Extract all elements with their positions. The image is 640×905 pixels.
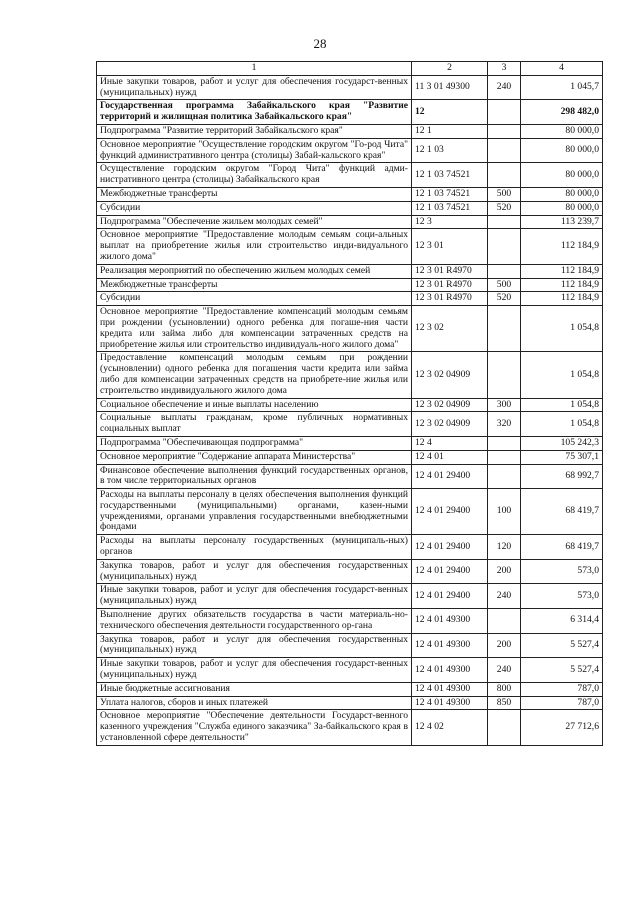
row-amount: 573,0 [521, 584, 603, 609]
row-expense-type [488, 215, 521, 229]
row-code: 12 3 01 R4970 [412, 264, 488, 278]
row-expense-type: 240 [488, 584, 521, 609]
header-col-1: 1 [97, 62, 412, 76]
row-expense-type [488, 464, 521, 489]
row-code: 12 4 01 29400 [412, 464, 488, 489]
table-row [97, 682, 603, 696]
row-amount: 6 314,4 [521, 609, 603, 634]
table-row [97, 450, 603, 464]
row-expense-type [488, 163, 521, 188]
table-row [97, 710, 603, 745]
row-amount: 1 054,8 [521, 398, 603, 412]
row-name: Расходы на выплаты персоналу в целях обеспечения выполнения функций государственными (муниципальными) органами, казен-ными учреждениями, органами управления государственными внебюджетными фондами [97, 489, 412, 535]
row-expense-type: 240 [488, 75, 521, 100]
row-code: 12 3 02 04909 [412, 412, 488, 437]
table-row [97, 535, 603, 560]
row-amount: 112 184,9 [521, 292, 603, 306]
row-expense-type: 800 [488, 682, 521, 696]
row-amount: 1 054,8 [521, 352, 603, 398]
row-code: 12 4 01 49300 [412, 658, 488, 683]
row-code: 12 4 01 29400 [412, 535, 488, 560]
row-expense-type: 120 [488, 535, 521, 560]
row-expense-type [488, 710, 521, 745]
row-expense-type [488, 450, 521, 464]
table-row [97, 464, 603, 489]
table-row [97, 398, 603, 412]
row-code: 12 1 03 [412, 138, 488, 163]
row-name: Государственная программа Забайкальского края "Развитие территорий и жилищная политика Забайкальского края" [97, 100, 412, 125]
table-row [97, 658, 603, 683]
row-expense-type [488, 124, 521, 138]
row-code: 12 4 01 49300 [412, 609, 488, 634]
row-amount: 112 184,9 [521, 278, 603, 292]
table-row [97, 584, 603, 609]
row-expense-type [488, 138, 521, 163]
table-row [97, 138, 603, 163]
header-row [97, 62, 603, 76]
table-row [97, 412, 603, 437]
row-expense-type: 850 [488, 696, 521, 710]
row-name: Подпрограмма "Обеспечивающая подпрограмма" [97, 436, 412, 450]
row-amount: 27 712,6 [521, 710, 603, 745]
row-name: Предоставление компенсаций молодым семьям при рождении (усыновлении) одного ребенка для погашения части кредита или займа либо для компенсации затраченных средств на приобрете-ние жилья или строительство индивидуального жилого дома [97, 352, 412, 398]
row-amount: 80 000,0 [521, 138, 603, 163]
row-expense-type: 200 [488, 633, 521, 658]
row-amount: 5 527,4 [521, 658, 603, 683]
row-amount: 113 239,7 [521, 215, 603, 229]
row-name: Осуществление городским округом "Город Чита" функций адми-нистративного центра (столицы) Забайкальского края [97, 163, 412, 188]
row-amount: 5 527,4 [521, 633, 603, 658]
row-code: 12 1 [412, 124, 488, 138]
row-expense-type: 520 [488, 292, 521, 306]
header-col-4: 4 [521, 62, 603, 76]
row-code: 12 3 [412, 215, 488, 229]
row-amount: 80 000,0 [521, 187, 603, 201]
row-expense-type [488, 229, 521, 264]
row-expense-type [488, 352, 521, 398]
row-amount: 80 000,0 [521, 201, 603, 215]
row-name: Основное мероприятие "Содержание аппарата Министерства" [97, 450, 412, 464]
row-expense-type: 500 [488, 187, 521, 201]
table-row [97, 229, 603, 264]
row-expense-type: 520 [488, 201, 521, 215]
row-name: Социальные выплаты гражданам, кроме публичных нормативных социальных выплат [97, 412, 412, 437]
row-amount: 298 482,0 [521, 100, 603, 125]
page-number: 28 [313, 36, 327, 51]
table-row [97, 187, 603, 201]
row-expense-type [488, 100, 521, 125]
row-amount: 80 000,0 [521, 163, 603, 188]
row-code: 12 3 01 R4970 [412, 278, 488, 292]
row-name: Закупка товаров, работ и услуг для обеспечения государственных (муниципальных) нужд [97, 559, 412, 584]
row-expense-type: 300 [488, 398, 521, 412]
row-name: Иные закупки товаров, работ и услуг для обеспечения государст-венных (муниципальных) нужд [97, 658, 412, 683]
row-name: Основное мероприятие "Обеспечение деятельности Государст-венного казенного учреждения "Служба единого заказчика" За-байкальского края в установленной сфере деятельности" [97, 710, 412, 745]
row-name: Реализация мероприятий по обеспечению жильем молодых семей [97, 264, 412, 278]
row-code: 11 3 01 49300 [412, 75, 488, 100]
row-expense-type [488, 264, 521, 278]
row-expense-type: 320 [488, 412, 521, 437]
row-name: Выполнение других обязательств государства в части материаль-но-технического обеспечения деятельности государственного ор-гана [97, 609, 412, 634]
row-code: 12 4 01 [412, 450, 488, 464]
row-expense-type: 500 [488, 278, 521, 292]
table-body [97, 75, 603, 745]
table-row [97, 201, 603, 215]
row-name: Закупка товаров, работ и услуг для обеспечения государственных (муниципальных) нужд [97, 633, 412, 658]
table-row [97, 489, 603, 535]
row-expense-type [488, 609, 521, 634]
row-code: 12 4 01 29400 [412, 489, 488, 535]
table-row [97, 215, 603, 229]
row-name: Подпрограмма "Обеспечение жильем молодых семей" [97, 215, 412, 229]
row-amount: 112 184,9 [521, 229, 603, 264]
row-amount: 1 054,8 [521, 306, 603, 352]
row-code: 12 3 02 04909 [412, 352, 488, 398]
table-row [97, 306, 603, 352]
table-row [97, 436, 603, 450]
table-row [97, 633, 603, 658]
row-name: Основное мероприятие "Предоставление молодым семьям соци-альных выплат на приобретение жилья или строительство инди-видуального жилого дома" [97, 229, 412, 264]
table-row [97, 163, 603, 188]
row-code: 12 4 02 [412, 710, 488, 745]
row-expense-type [488, 436, 521, 450]
row-amount: 112 184,9 [521, 264, 603, 278]
row-amount: 573,0 [521, 559, 603, 584]
row-name: Межбюджетные трансферты [97, 278, 412, 292]
row-code: 12 3 02 [412, 306, 488, 352]
table-row [97, 264, 603, 278]
row-name: Уплата налогов, сборов и иных платежей [97, 696, 412, 710]
row-expense-type: 240 [488, 658, 521, 683]
row-amount: 80 000,0 [521, 124, 603, 138]
row-name: Подпрограмма "Развитие территорий Забайкальского края" [97, 124, 412, 138]
table-row [97, 609, 603, 634]
row-code: 12 4 01 49300 [412, 633, 488, 658]
row-code: 12 3 01 R4970 [412, 292, 488, 306]
row-expense-type: 200 [488, 559, 521, 584]
row-amount: 1 045,7 [521, 75, 603, 100]
row-amount: 105 242,3 [521, 436, 603, 450]
row-code: 12 1 03 74521 [412, 187, 488, 201]
row-name: Основное мероприятие "Осуществление городским округом "Го-род Чита" функций административного центра (столицы) Забай-кальского края" [97, 138, 412, 163]
row-name: Расходы на выплаты персоналу государственных (муниципаль-ных) органов [97, 535, 412, 560]
row-code: 12 3 01 [412, 229, 488, 264]
row-amount: 787,0 [521, 696, 603, 710]
row-code: 12 4 01 29400 [412, 584, 488, 609]
table-row [97, 75, 603, 100]
row-code: 12 3 02 04909 [412, 398, 488, 412]
row-code: 12 1 03 74521 [412, 163, 488, 188]
table-row [97, 696, 603, 710]
row-name: Субсидии [97, 201, 412, 215]
row-amount: 1 054,8 [521, 412, 603, 437]
row-code: 12 4 01 49300 [412, 682, 488, 696]
header-col-3: 3 [488, 62, 521, 76]
row-expense-type [488, 306, 521, 352]
row-code: 12 1 03 74521 [412, 201, 488, 215]
header-col-2: 2 [412, 62, 488, 76]
row-amount: 68 992,7 [521, 464, 603, 489]
row-amount: 68 419,7 [521, 489, 603, 535]
row-code: 12 4 01 49300 [412, 696, 488, 710]
row-code: 12 4 [412, 436, 488, 450]
table-row [97, 100, 603, 125]
row-expense-type: 100 [488, 489, 521, 535]
row-name: Иные бюджетные ассигнования [97, 682, 412, 696]
row-name: Иные закупки товаров, работ и услуг для обеспечения государст-венных (муниципальных) нужд [97, 75, 412, 100]
row-amount: 68 419,7 [521, 535, 603, 560]
row-name: Иные закупки товаров, работ и услуг для обеспечения государст-венных (муниципальных) нужд [97, 584, 412, 609]
row-code: 12 4 01 29400 [412, 559, 488, 584]
row-amount: 75 307,1 [521, 450, 603, 464]
row-amount: 787,0 [521, 682, 603, 696]
row-name: Межбюджетные трансферты [97, 187, 412, 201]
row-name: Социальное обеспечение и иные выплаты населению [97, 398, 412, 412]
row-code: 12 [412, 100, 488, 125]
table-row [97, 292, 603, 306]
table-row [97, 559, 603, 584]
budget-table [96, 61, 603, 746]
table-row [97, 352, 603, 398]
row-name: Финансовое обеспечение выполнения функций государственных органов, в том числе территориальных органов [97, 464, 412, 489]
row-name: Основное мероприятие "Предоставление компенсаций молодым семьям при рождении (усыновлении) одного ребенка для погаше-ния части кредита или займа либо для компенсации затраченных средств на приобретение жилья или строительство индивидуаль-ного жилого дома" [97, 306, 412, 352]
table-row [97, 278, 603, 292]
row-name: Субсидии [97, 292, 412, 306]
table-row [97, 124, 603, 138]
